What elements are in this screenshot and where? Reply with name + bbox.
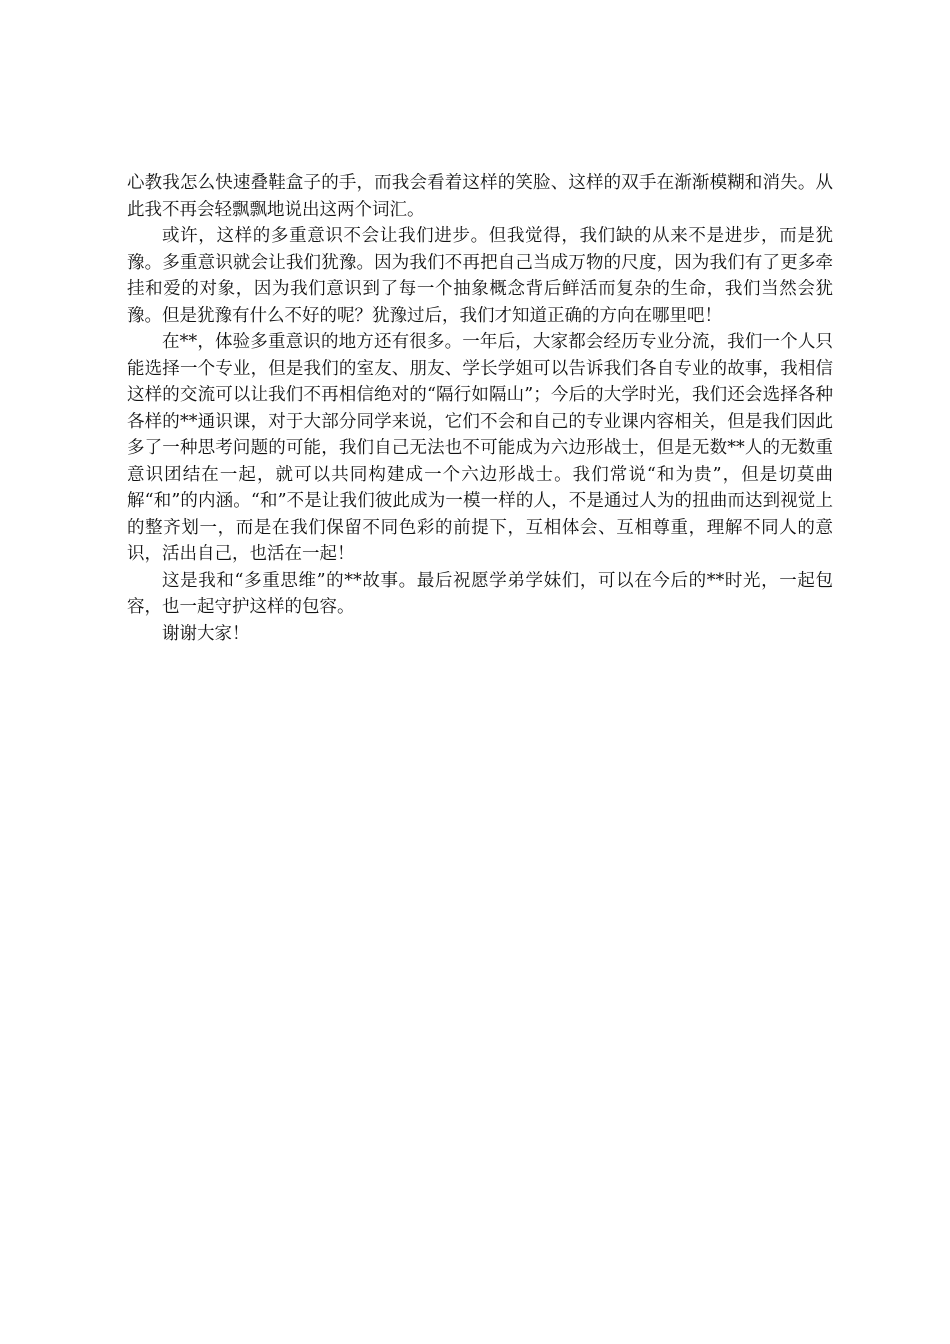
paragraph-1: 心教我怎么快速叠鞋盒子的手，而我会看着这样的笑脸、这样的双手在渐渐模糊和消失。从此我不再会轻飘飘地说出这两个词汇。 — [127, 173, 833, 220]
document-body — [127, 170, 833, 647]
closing-line: 谢谢大家！ — [162, 623, 250, 644]
paragraph-3: 在**，体验多重意识的地方还有很多。一年后，大家都会经历专业分流，我们一个人只能选择一个专业，但是我们的室友、朋友、学长学姐可以告诉我们各自专业的故事，我相信这样的交流可以让我们不再相信绝对的“隔行如隔山”；今后的大学时光，我们还会选择各种各样的**通识课，对于大部分同学来说，它们不会和自己的专业课内容相关，但是我们因此多了一种思考问题的可能，我们自己无法也不可能成为六边形战士，但是无数**人的无数重意识团结在一起，就可以共同构建成一个六边形战士。我们常说“和为贵”，但是切莫曲解“和”的内涵。“和”不是让我们彼此成为一模一样的人，不是通过人为的扭曲而达到视觉上的整齐划一，而是在我们保留不同色彩的前提下，互相体会、互相尊重，理解不同人的意识，活出自己，也活在一起！ — [127, 332, 833, 564]
paragraph-2: 或许，这样的多重意识不会让我们进步。但我觉得，我们缺的从来不是进步，而是犹豫。多重意识就会让我们犹豫。因为我们不再把自己当成万物的尺度，因为我们有了更多牵挂和爱的对象，因为我们意识到了每一个抽象概念背后鲜活而复杂的生命，我们当然会犹豫。但是犹豫有什么不好的呢？犹豫过后，我们才知道正确的方向在哪里吧！ — [127, 226, 833, 326]
paragraph-4: 这是我和“多重思维”的**故事。最后祝愿学弟学妹们，可以在今后的**时光，一起包容，也一起守护这样的包容。 — [127, 570, 833, 617]
